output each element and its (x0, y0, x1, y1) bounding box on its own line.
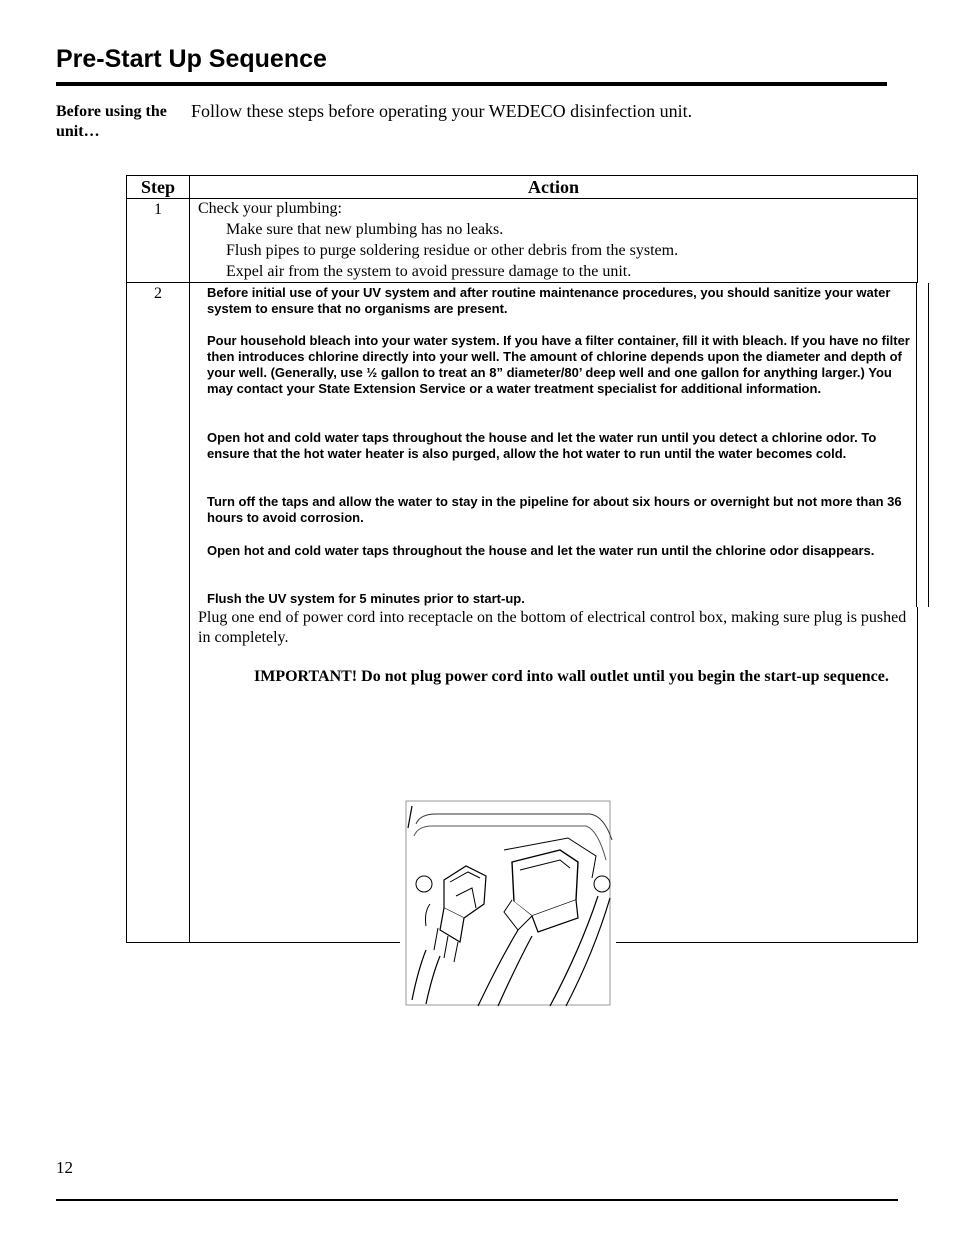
important-note: IMPORTANT! Do not plug power cord into wall outlet until you begin the start-up sequence. (254, 668, 889, 685)
step-2-paragraph: Open hot and cold water taps throughout the house and let the water run until you detect a chlorine odor. To ensure that the hot water heater is also purged, allow the hot water to run until the water becomes cold. (207, 430, 877, 461)
power-cord-plug-illustration (400, 800, 616, 1008)
step-2-paragraph: Before initial use of your UV system and after routine maintenance procedures, you should sanitize your water system to ensure that no organisms are present. (207, 285, 891, 316)
page-number: 12 (56, 1158, 73, 1177)
table-column-divider (189, 175, 190, 943)
step-2-paragraph: Flush the UV system for 5 minutes prior to start-up. (207, 591, 525, 606)
step-1-item: Flush pipes to purge soldering residue or other debris from the system. (226, 242, 679, 259)
step-3-text: Plug one end of power cord into receptacle on the bottom of electrical control box, making sure plug is pushed in completely. (198, 609, 907, 646)
step-1-heading: Check your plumbing: (198, 200, 342, 217)
table-header-divider (126, 198, 918, 199)
step-2-paragraph: Pour household bleach into your water system. If you have a filter container, fill it with bleach. If you have no filter then introduces chlorine directly into your well. The amount of chlorine depends upon the diameter and depth of your well. (Generally, use ½ gallon to treat an 8” diameter/80’ deep well and one gallon for anything larger.) You may contact your State Extension Service or a water treatment specialist for additional information. (207, 333, 910, 396)
footer-divider (56, 1199, 898, 1201)
page-title: Pre-Start Up Sequence (56, 45, 327, 73)
power-cord-plug-icon (400, 800, 616, 1008)
intro-text: Follow these steps before operating your WEDECO disinfection unit. (191, 101, 693, 121)
step-1-item: Make sure that new plumbing has no leaks. (226, 221, 504, 238)
side-label: Before using the unit… (56, 103, 167, 140)
header-action: Action (528, 177, 579, 197)
step-1-item: Expel air from the system to avoid pressure damage to the unit. (226, 263, 632, 280)
header-step: Step (140, 177, 175, 197)
step-2-paragraph: Turn off the taps and allow the water to stay in the pipeline for about six hours or overnight but not more than 36 hours to avoid corrosion. (207, 494, 902, 525)
step-2-paragraph: Open hot and cold water taps throughout the house and let the water run until the chlorine odor disappears. (207, 543, 875, 558)
step-2-number: 2 (154, 285, 162, 302)
title-divider (56, 82, 887, 86)
step-1-number: 1 (154, 201, 162, 218)
